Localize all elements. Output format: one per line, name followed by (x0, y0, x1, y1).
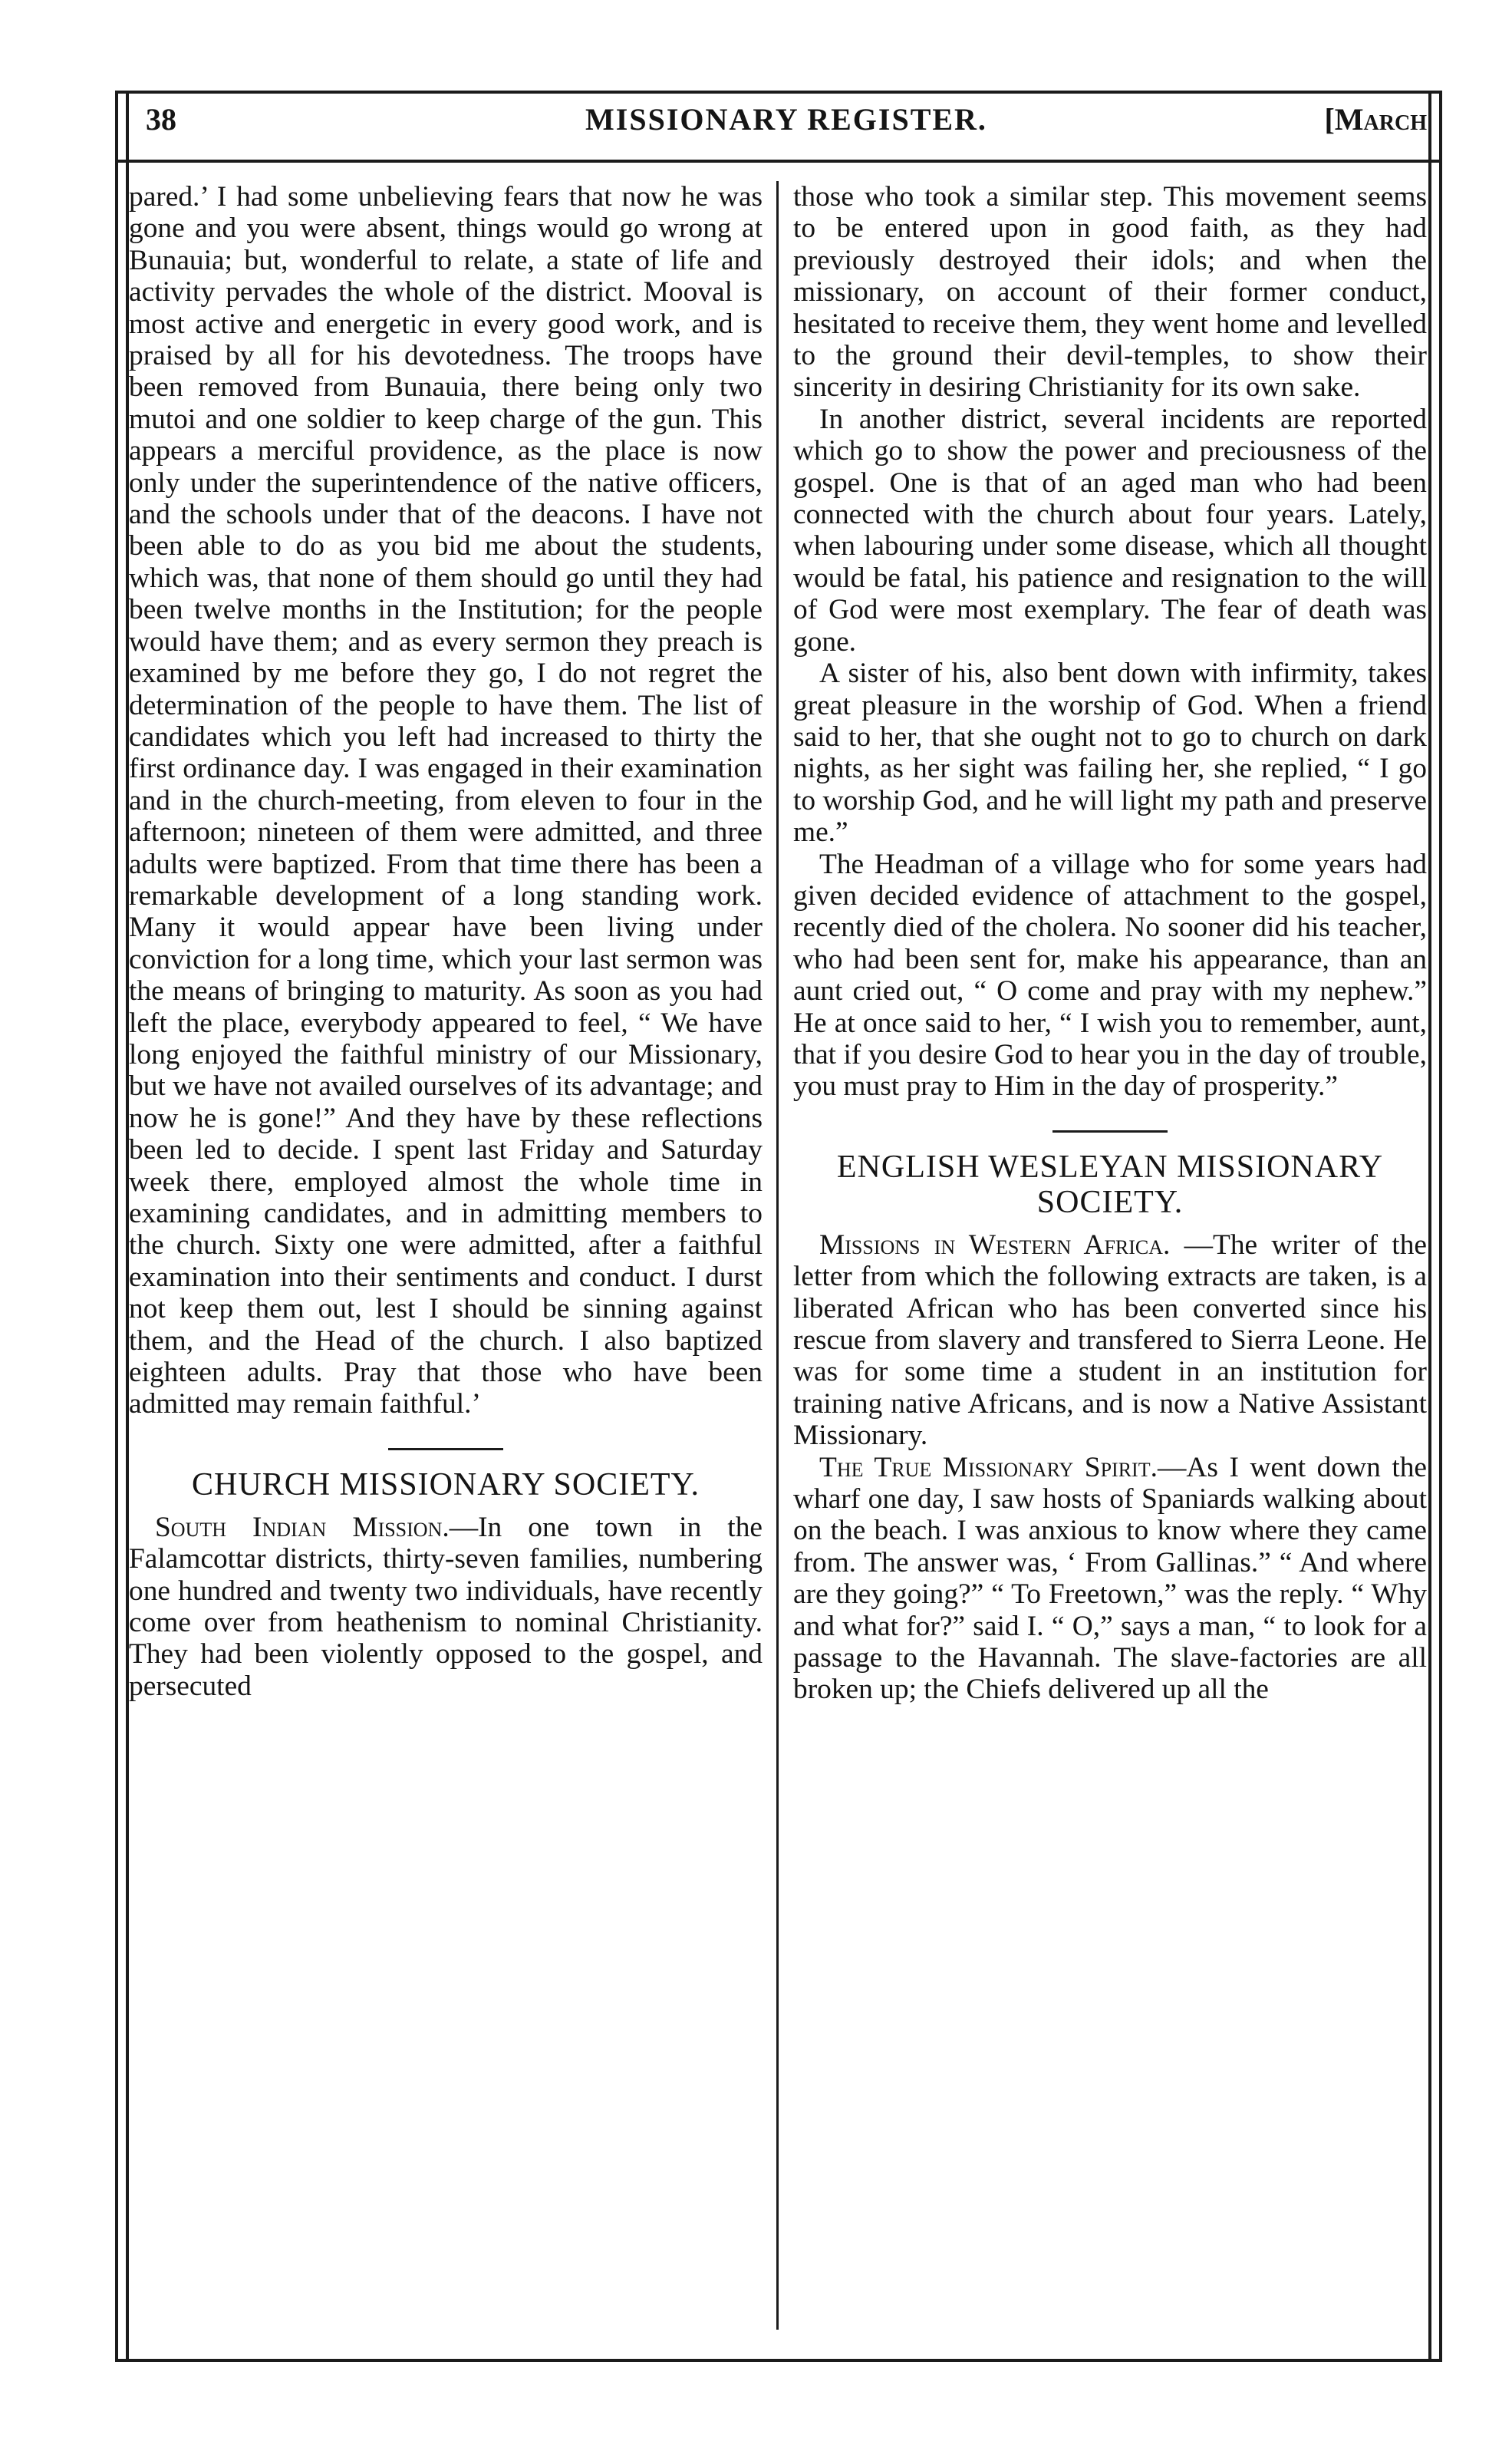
right-paragraph: The Headman of a village who for some years had given decided evidence of attachment to the gospel, recently died of the cholera. No sooner did his teacher, who had been sent for, make his appearance, than an aunt cried out, “ O come and pray with my nephew.” He at once said to her, “ I wish you to remember, aunt, that if you desire God to hear you in the day of trouble, you must pray to Him in the day of prosperity.” (793, 848, 1427, 1103)
outer-right-rule (1439, 91, 1442, 2362)
subsection-paragraph (793, 1452, 1427, 1706)
running-title: MISSIONARY REGISTER. (585, 102, 987, 137)
page-header (146, 95, 1427, 157)
right-column (793, 181, 1427, 2345)
section-divider (1052, 1130, 1168, 1133)
section-heading: ENGLISH WESLEYAN MISSIONARY SOCIETY. (836, 1149, 1384, 1220)
subsection-lead: The True Missionary Spirit. (819, 1451, 1158, 1483)
bottom-rule (115, 2359, 1442, 2362)
page (115, 91, 1442, 2362)
section-lead: South Indian Mission. (155, 1511, 450, 1543)
right-paragraph: In another district, several incidents are reported which go to show the power and preciousness of the gospel. One is that of an aged man who had been connected with the church about four years. Lately, when labouring under some disease, which all thought would be fatal, his patience and resignation to the will of God were most exemplary. The fear of death was gone. (793, 403, 1427, 658)
left-column (129, 181, 763, 2345)
section-text: —The writer of the letter from which the following extracts are taken, is a liberated African who has been converted since his rescue from slavery and transfered to Sierra Leone. He was for some time a student in an institution for training native Africans, and is now a Native Assistant Missionary. (793, 1229, 1427, 1452)
left-paragraph: pared.’ I had some unbelieving fears that now he was gone and you were absent, things would go wrong at Bunauia; but, wonderful to relate, a state of life and activity pervades the whole of the district. Mooval is most active and energetic in every good work, and is praised by all for his devotedness. The troops have been removed from Bunauia, there being only two mutoi and one soldier to keep charge of the gun. This appears a merciful providence, as the place is now only under the superintendence of the native officers, and the schools under that of the deacons. I have not been able to do as you bid me about the students, which was, that none of them should go until they had been twelve months in the Institution; for the people would have them; and as every sermon they preach is examined by me before they go, I do not regret the determination of the people to have them. The list of candidates which you left had increased to thirty the first ordinance day. I was engaged in their examination and in the church-meeting, from eleven to four in the afternoon; nineteen of them were admitted, and three adults were baptized. From that time there has been a remarkable development of a long standing work. Many it would appear have been living under conviction for a long time, which your last sermon was the means of bringing to maturity. As soon as you had left the place, everybody appeared to feel, “ We have long enjoyed the faithful ministry of our Missionary, but we have not availed ourselves of its advantage; and now he is gone!” And they have by these reflections been led to decide. I spent last Friday and Saturday week there, employed almost the whole time in examining candidates, and in admitting members to the church. Sixty one were admitted, after a faithful examination into their sentiments and conduct. I durst not keep them out, lest I should be sinning against them, and the Head of the church. I also baptized eighteen adults. Pray that those who have been admitted may remain faithful.’ (129, 181, 763, 1420)
outer-right-rule-inner (1428, 91, 1431, 2362)
section-paragraph (793, 1229, 1427, 1452)
right-paragraph: A sister of his, also bent down with infirmity, takes great pleasure in the worship of God. When a friend said to her, that she ought not to go to church on dark nights, as her sight was failing her, she replied, “ I go to worship God, and he will light my path and preserve me.” (793, 658, 1427, 849)
section-heading: CHURCH MISSIONARY SOCIETY. (192, 1466, 700, 1502)
section-text: —In one town in the Falamcottar districts, thirty-seven families, numbering one hundred and twenty two individuals, have recently come over from heathenism to nominal Christianity. They had been violently opposed to the gospel, and persecuted (129, 1511, 763, 1702)
section-paragraph (129, 1512, 763, 1702)
top-rule (115, 91, 1442, 94)
section-divider (388, 1448, 503, 1450)
outer-left-rule (115, 91, 118, 2362)
header-rule (115, 160, 1442, 163)
page-number: 38 (146, 102, 176, 137)
right-paragraph: those who took a similar step. This movement seems to be entered upon in good faith, as they had previously destroyed their idols; and when the missionary, on account of their former conduct, hesitated to receive them, they went home and levelled to the ground their devil-temples, to show their sincerity in desiring Christianity for its own sake. (793, 181, 1427, 404)
issue-month: [March (1324, 102, 1427, 137)
subsection-text: —As I went down the wharf one day, I saw hosts of Spaniards walking about on the beach. I was anxious to know where they came from. The answer was, ‘ From Gallinas.” “ And where are they going?” “ To Freetown,” was the reply. “ Why and what for?” said I. “ O,” says a man, “ to look for a passage to the Havannah. The slave-factories are all broken up; the Chiefs delivered up all the (793, 1451, 1427, 1706)
column-divider (776, 181, 779, 2330)
section-lead: Missions in Western Africa. (819, 1229, 1171, 1261)
